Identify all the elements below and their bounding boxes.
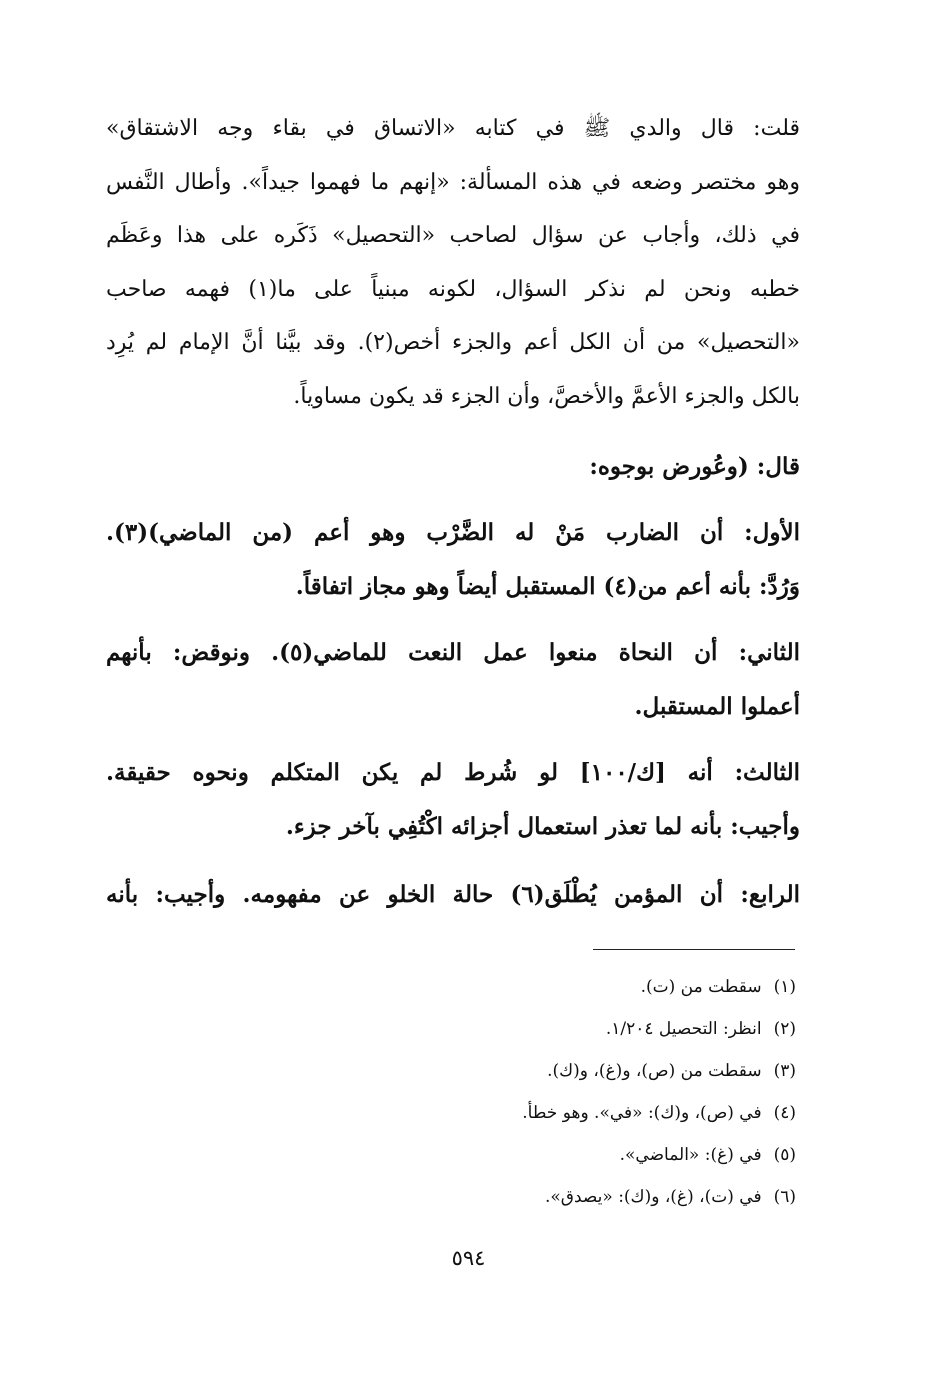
footnote-item [300,1050,796,1092]
paragraph-third-objection [106,746,800,853]
paragraph-second-objection [106,626,800,733]
footnote-text: في (غ): «الماضي». [619,1145,762,1165]
footnote-text: انظر: التحصيل ١/٢٠٤. [605,1019,762,1039]
paragraph-commentary [106,102,800,423]
footnote-text: سقطت من (ت). [640,977,762,997]
footnote-item [300,1008,796,1050]
footnote-number: (٣) [773,1061,796,1081]
text-line: وأجيب: بأنه لما تعذر استعمال أجزائه اكْتُفِي بآخر جزء. [285,812,800,840]
paragraph-qala [106,440,800,494]
text-line: الأول: أن الضارب مَنْ له الضَّرْب وهو أعم (من الماضي)(٣). [106,519,800,546]
text-line: خطبه ونحن لم نذكر السؤال، لكونه مبنياً على ما(١) فهمه صاحب [106,276,800,302]
paragraph-first-objection [106,506,800,613]
footnote-number: (٢) [773,1019,796,1039]
text-line: بالكل والجزء الأعمَّ والأخصَّ، وأن الجزء قد يكون مساوياً. [293,383,800,409]
paragraph-fourth-objection [106,868,800,922]
text-line: قلت: قال والدي ﷺ في كتابه «الاتساق في بقاء وجه الاشتقاق» [106,116,800,141]
footnote-text: في (ت)، (غ)، و(ك): «يصدق». [545,1187,762,1207]
text-line: أعملوا المستقبل. [634,692,800,720]
footnote-number: (٦) [773,1187,796,1207]
page-number: ٥٩٤ [451,1246,486,1270]
footnote-text: سقطت من (ص)، و(غ)، و(ك). [547,1061,762,1081]
footnote-item [300,1134,796,1176]
text-line: الرابع: أن المؤمن يُطْلَق(٦) حالة الخلو عن مفهومه. وأجيب: بأنه [106,881,800,908]
text-line: قال: (وعُورض بوجوه: [589,453,800,480]
text-line: في ذلك، وأجاب عن سؤال لصاحب «التحصيل» ذَكَره على هذا وعَظَم [106,223,800,248]
text-line: «التحصيل» من أن الكل أعم والجزء أخص(٢). وقد بيَّنا أنَّ الإمام لم يُرِد [106,330,800,355]
text-line: الثاني: أن النحاة منعوا عمل النعت للماضي(٥). ونوقض: بأنهم [106,639,800,666]
footnotes [300,966,796,1218]
text-line: وهو مختصر وضعه في هذه المسألة: «إنهم ما فهموا جيداً». وأطال النَّفس [106,169,800,195]
footnote-text: في (ص)، و(ك): «في». وهو خطأ. [522,1103,762,1123]
footnote-item [300,966,796,1008]
footnote-number: (٥) [773,1145,796,1165]
text-line: وَرُدَّ: بأنه أعم من(٤) المستقبل أيضاً وهو مجاز اتفاقاً. [295,572,800,600]
footnote-item [300,1092,796,1134]
footnote-item [300,1176,796,1218]
footnote-number: (١) [773,977,796,997]
footnote-separator [593,949,795,950]
footnote-number: (٤) [773,1103,796,1123]
text-line: الثالث: أنه [ك/١٠٠] لو شُرط لم يكن المتكلم ونحوه حقيقة. [106,759,800,786]
